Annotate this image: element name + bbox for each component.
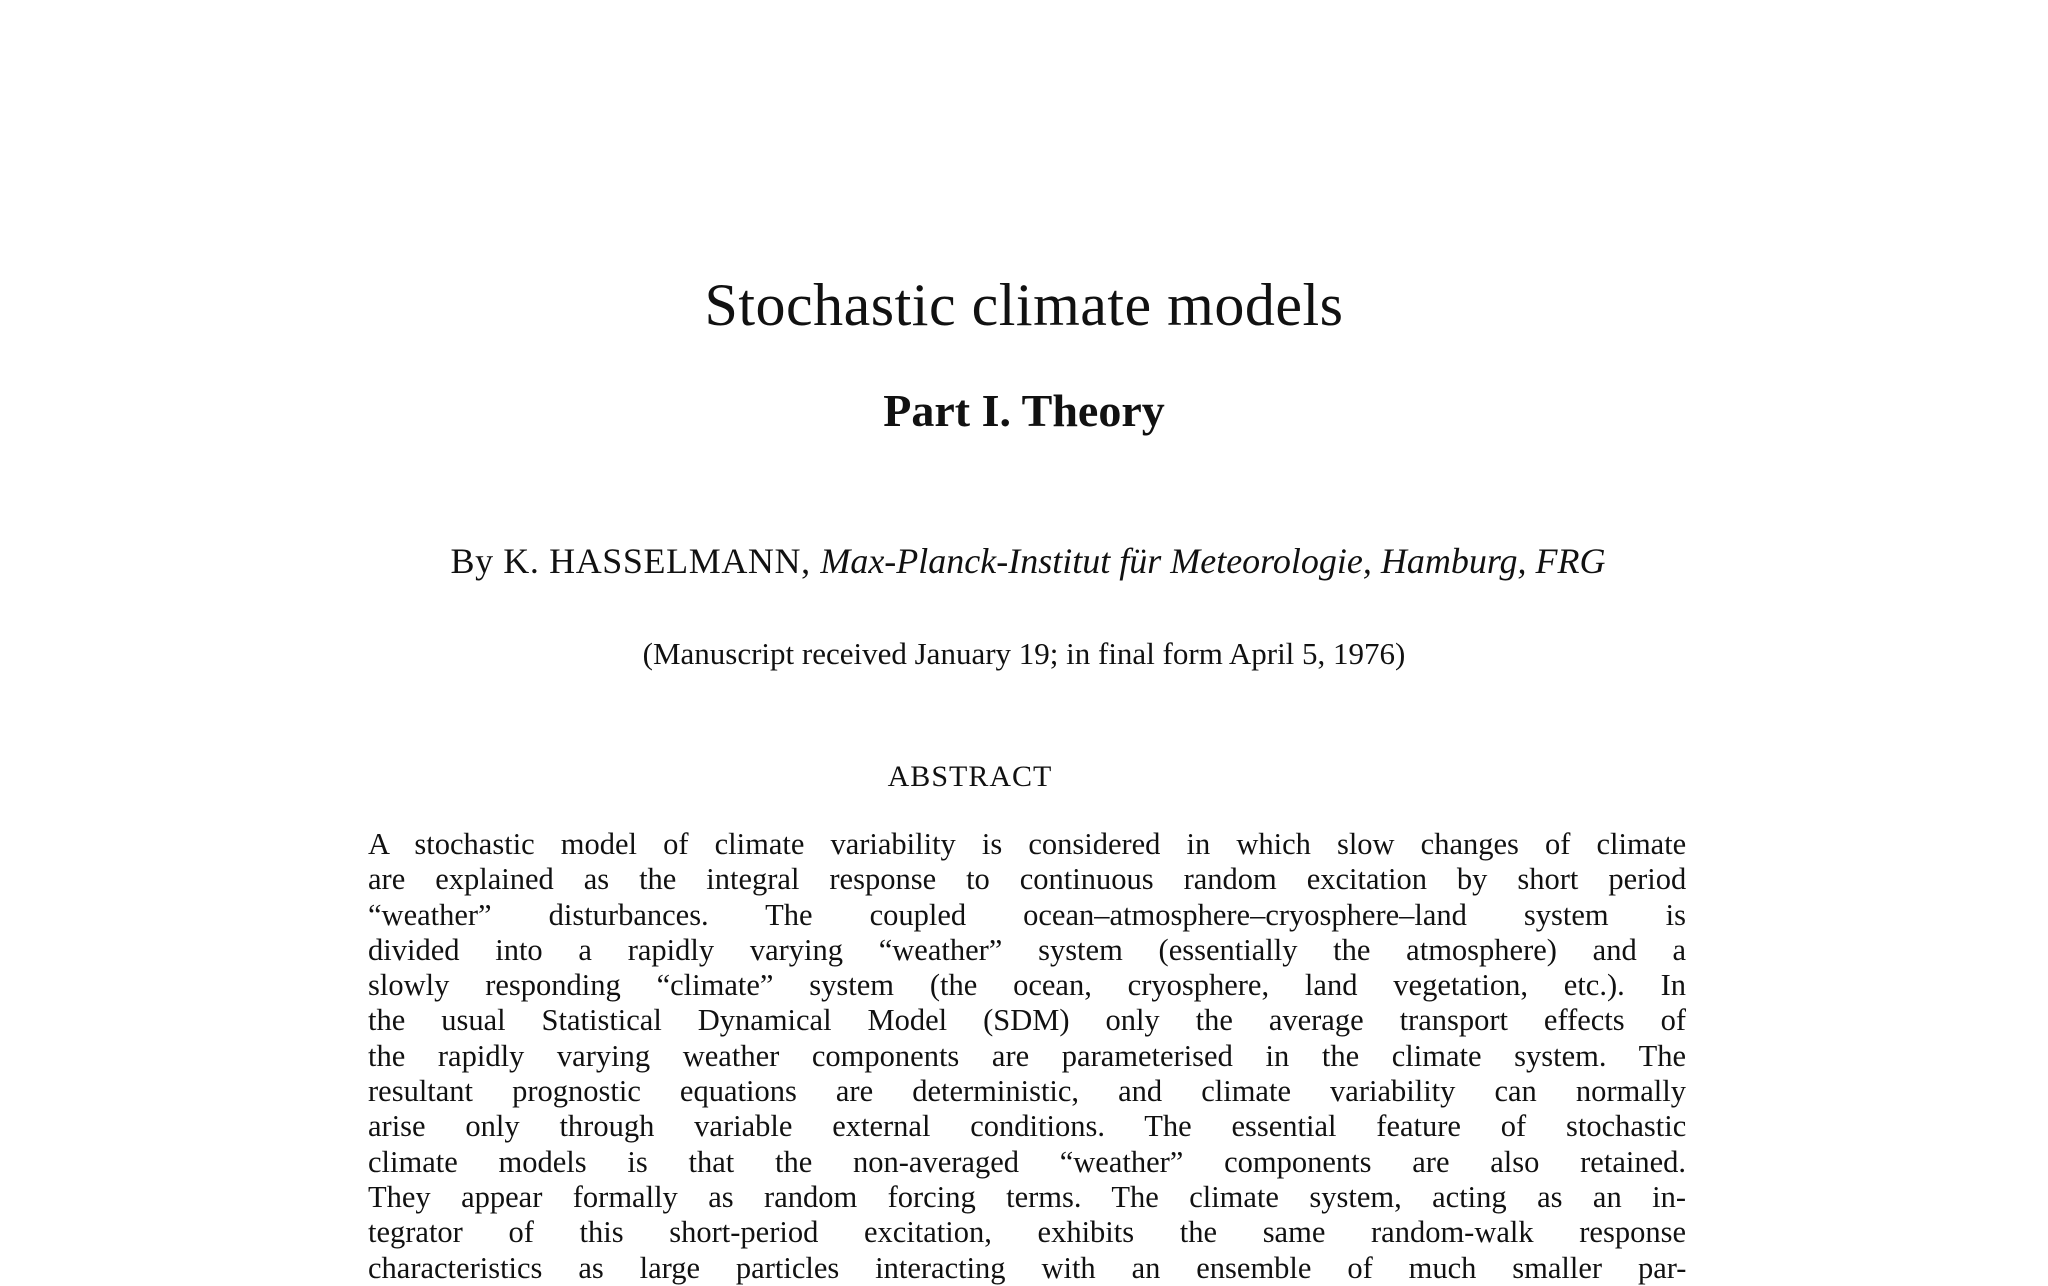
manuscript-received: (Manuscript received January 19; in final form April 5, 1976) xyxy=(642,636,1406,671)
abstract-line: are explained as the integral response to continuous random excitation by short period xyxy=(368,862,1686,897)
abstract-line: the usual Statistical Dynamical Model (SDM) only the average transport effects of xyxy=(368,1003,1686,1038)
abstract-line: the rapidly varying weather components are parameterised in the climate system. The xyxy=(368,1038,1686,1073)
abstract-line: characteristics as large particles interacting with an ensemble of much smaller par- xyxy=(368,1250,1686,1285)
abstract-body xyxy=(368,827,1686,1286)
paper-title: Stochastic climate models xyxy=(704,272,1344,338)
abstract-line: slowly responding “climate” system (the ocean, cryosphere, land vegetation, etc.). In xyxy=(368,968,1686,1003)
abstract-line: They appear formally as random forcing terms. The climate system, acting as an in- xyxy=(368,1179,1686,1214)
author-name: By K. HASSELMANN, xyxy=(450,541,821,581)
abstract-line: arise only through variable external conditions. The essential feature of stochastic xyxy=(368,1109,1686,1144)
abstract-line: divided into a rapidly varying “weather” system (essentially the atmosphere) and a xyxy=(368,932,1686,967)
author-byline xyxy=(370,538,1686,584)
abstract-line: A stochastic model of climate variability is considered in which slow changes of climate xyxy=(368,827,1686,861)
abstract-line: tegrator of this short-period excitation, exhibits the same random-walk response xyxy=(368,1215,1686,1250)
abstract-line: climate models is that the non-averaged “weather” components are also retained. xyxy=(368,1144,1686,1179)
abstract-line: resultant prognostic equations are deterministic, and climate variability can normally xyxy=(368,1074,1686,1109)
author-affiliation: Max-Planck-Institut für Meteorologie, Hamburg, FRG xyxy=(820,541,1606,581)
abstract-line: “weather” disturbances. The coupled ocean–atmosphere–cryosphere–land system is xyxy=(368,897,1686,932)
paper-subtitle: Part I. Theory xyxy=(883,385,1165,436)
abstract-heading: ABSTRACT xyxy=(887,760,1053,793)
